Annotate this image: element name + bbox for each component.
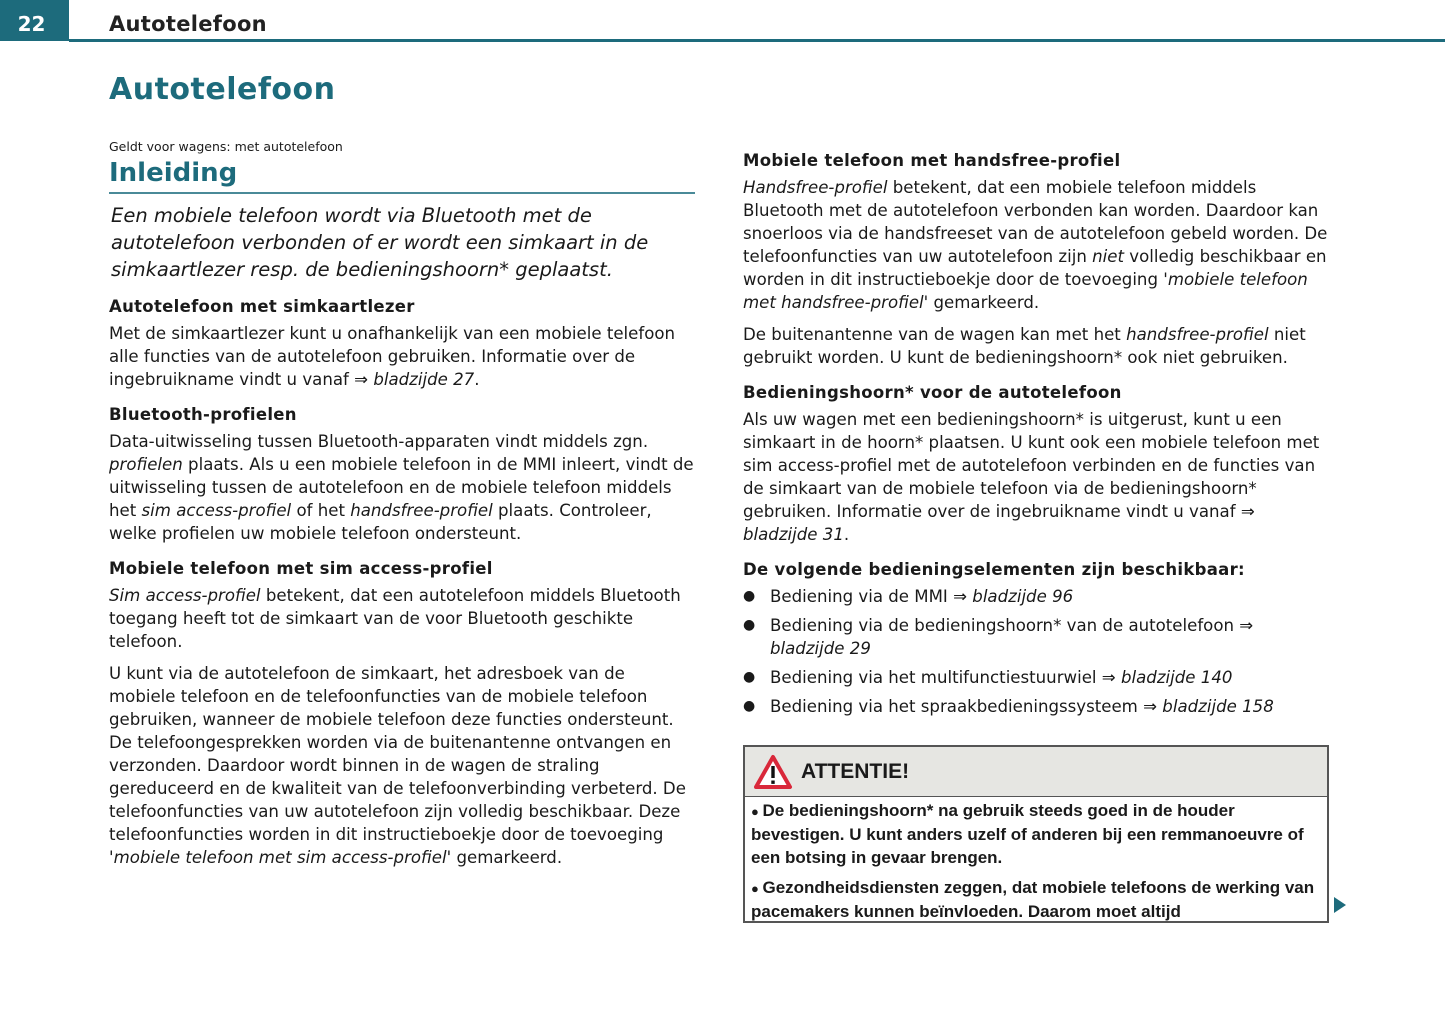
- right-column: [743, 137, 1329, 724]
- emphasis-text: bladzijde 29: [770, 639, 871, 658]
- warning-title: ATTENTIE!: [801, 759, 910, 783]
- left-column: [109, 138, 695, 878]
- emphasis-text: mobiele telefoon met sim access-profiel: [113, 848, 447, 867]
- body-paragraph: [109, 322, 695, 391]
- subsection-heading: Bedieningshoorn* voor de autotelefoon: [743, 383, 1122, 402]
- emphasis-text: Handsfree-profiel: [743, 178, 888, 197]
- next-page-arrow-icon: [1334, 897, 1346, 913]
- text-run: betekent, dat een mobiele telefoon middels Bluetooth met de autotelefoon verbonden kan worden. Daardoor kan snoerloos via de handsfreeset van de autotelefoon gebeld worden. De telefoonfuncties van uw autotelefoon zijn: [743, 178, 1328, 266]
- list-item: [743, 614, 1329, 660]
- warning-box: [743, 745, 1329, 923]
- emphasis-text: mobiele telefoon met handsfree-profiel: [743, 270, 1308, 312]
- header-rule: [69, 39, 1445, 42]
- warning-header: [745, 747, 1327, 797]
- body-paragraph: [743, 323, 1329, 369]
- text-run: Met de simkaartlezer kunt u onafhankelijk van een mobiele telefoon alle functies van de autotelefoon gebruiken. Informatie over de ingebruikname vindt u vanaf ⇒: [109, 324, 676, 389]
- subsection-heading: Mobiele telefoon met handsfree-profiel: [743, 151, 1121, 170]
- emphasis-text: bladzijde 96: [972, 587, 1074, 606]
- text-run: De buitenantenne van de wagen kan met het: [743, 325, 1127, 344]
- body-paragraph: [109, 584, 695, 653]
- lead-paragraph: Een mobiele telefoon wordt via Bluetooth met de autotelefoon verbonden of er wordt een simkaart in de simkaartlezer resp. de bedieningshoorn* geplaatst.: [111, 204, 649, 281]
- text-run: .: [474, 370, 480, 389]
- subsection-heading: Autotelefoon met simkaartlezer: [109, 297, 415, 316]
- emphasis-text: niet: [1092, 247, 1124, 266]
- text-run: Bediening via de bedieningshoorn* van de autotelefoon ⇒: [770, 616, 1254, 635]
- right-sections: [743, 149, 1329, 546]
- text-run: volledig beschikbaar en worden in dit instructieboekje door de toevoeging ': [743, 247, 1327, 289]
- text-run: niet gebruikt worden. U kunt de bedieningshoorn* ook niet gebruiken.: [743, 325, 1306, 367]
- text-run: ' gemarkeerd.: [923, 293, 1040, 312]
- list-item: [743, 695, 1329, 718]
- text-run: Data-uitwisseling tussen Bluetooth-apparaten vindt middels zgn.: [109, 432, 649, 451]
- left-sections: [109, 295, 695, 869]
- section-heading: Inleiding: [109, 156, 695, 194]
- emphasis-text: bladzijde 158: [1162, 697, 1274, 716]
- body-paragraph: [743, 408, 1329, 546]
- emphasis-text: sim access-profiel: [141, 501, 292, 520]
- emphasis-text: handsfree-profiel: [1126, 325, 1269, 344]
- text-run: Bediening via de MMI ⇒: [770, 587, 973, 606]
- text-run: Bediening via het multifunctiestuurwiel ⇒: [770, 668, 1121, 687]
- text-run: .: [843, 525, 850, 544]
- subsection-heading: Mobiele telefoon met sim access-profiel: [109, 559, 493, 578]
- emphasis-text: bladzijde 27: [373, 370, 475, 389]
- emphasis-text: profielen: [109, 455, 183, 474]
- page-number: 22: [0, 0, 69, 41]
- emphasis-text: bladzijde 140: [1120, 668, 1233, 687]
- body-paragraph: [743, 176, 1329, 314]
- emphasis-text: Sim access-profiel: [109, 586, 261, 605]
- warning-item: ● De bedieningshoorn* na gebruik steeds goed in de houder bevestigen. U kunt anders uzelf of anderen bij een remmanoeuvre of een botsing in gevaar brengen.: [751, 799, 1321, 869]
- subsection-heading: Bluetooth-profielen: [109, 405, 297, 424]
- body-paragraph: [109, 662, 695, 869]
- running-title: Autotelefoon: [109, 12, 267, 36]
- warning-item: ● Gezondheidsdiensten zeggen, dat mobiele telefoons de werking van pacemakers kunnen beïnvloeden. Daarom moet altijd: [751, 876, 1321, 923]
- text-run: betekent, dat een autotelefoon middels Bluetooth toegang heeft tot de simkaart van de voor Bluetooth geschikte telefoon.: [109, 586, 681, 651]
- text-run: of het: [291, 501, 351, 520]
- text-run: Bediening via het spraakbedieningssysteem ⇒: [770, 697, 1163, 716]
- warning-triangle-icon: [753, 754, 793, 790]
- list-item: [743, 666, 1329, 689]
- text-run: plaats. Controleer, welke profielen uw mobiele telefoon ondersteunt.: [109, 501, 652, 543]
- emphasis-text: handsfree-profiel: [350, 501, 493, 520]
- text-run: ' gemarkeerd.: [446, 848, 563, 867]
- warning-body: [745, 797, 1327, 932]
- controls-list: [743, 585, 1329, 718]
- body-paragraph: [109, 430, 695, 545]
- text-run: Als uw wagen met een bedieningshoorn* is uitgerust, kunt u een simkaart in de hoorn* plaatsen. U kunt ook een mobiele telefoon met sim access-profiel met de autotelefoon verbinden en de functies van de simkaart van de mobiele telefoon via de bedieningshoorn* gebruiken. Informatie over de ingebruikname vindt u vanaf ⇒: [743, 410, 1320, 521]
- applies-note: Geldt voor wagens: met autotelefoon: [109, 139, 343, 154]
- list-heading: De volgende bedieningselementen zijn beschikbaar:: [743, 560, 1245, 579]
- page-title: Autotelefoon: [109, 72, 336, 107]
- list-item: [743, 585, 1329, 608]
- emphasis-text: bladzijde 31: [743, 525, 844, 544]
- text-run: plaats. Als u een mobiele telefoon in de MMI inleert, vindt de uitwisseling tussen de autotelefoon en de mobiele telefoon middels het: [109, 455, 694, 520]
- text-run: U kunt via de autotelefoon de simkaart, het adresboek van de mobiele telefoon en de telefoonfuncties van de mobiele telefoon gebruiken, wanneer de mobiele telefoon deze functies ondersteunt. De telefoongesprekken worden via de buitenantenne ontvangen en verzonden. Daardoor wordt binnen in de wagen de straling gereduceerd en de kwaliteit van de telefoonverbinding verbeterd. De telefoonfuncties van uw autotelefoon zijn volledig beschikbaar. Deze telefoonfuncties worden in dit instructieboekje door de toevoeging ': [109, 664, 686, 867]
